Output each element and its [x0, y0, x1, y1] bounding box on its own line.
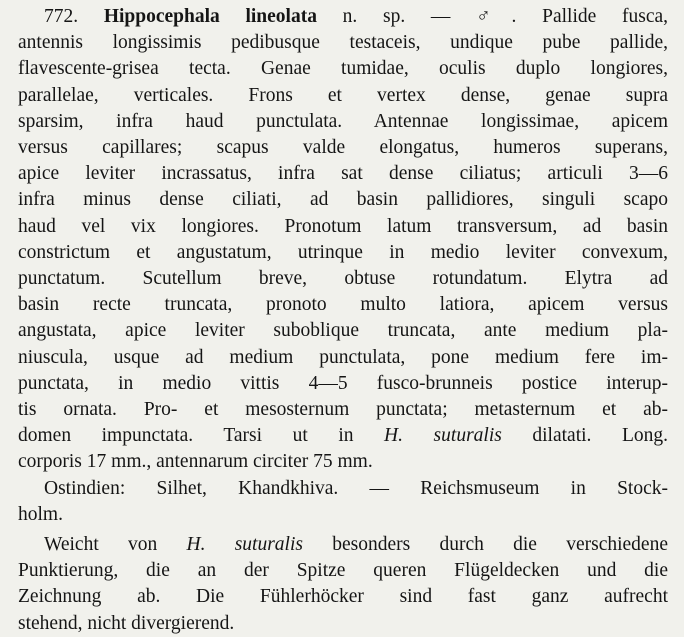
- description-line: angustata, apice leviter suboblique truncata, ante medium pla-: [18, 320, 668, 342]
- remark-line: [18, 584, 668, 610]
- locality-line: holm.: [18, 503, 63, 525]
- locality-line: Ostindien: Silhet, Khandkhiva. — Reichsmuseum in Stock-: [44, 477, 668, 499]
- description-line: sparsim, infra haud punctulata. Antennae longissimae, apicem: [18, 110, 668, 132]
- description-text: dilatati. Long.: [501, 425, 668, 447]
- description-line: apice leviter incrassatus, infra sat dense ciliatus; articuli 3—6: [18, 163, 668, 185]
- remark-text: besonders durch die verschiedene: [302, 534, 668, 555]
- species-name: Hippocephala lineolata: [103, 6, 317, 27]
- description-text: domen impunctata. Tarsi ut in: [18, 425, 385, 447]
- description-line: haud vel vix longiores. Pronotum latum transversum, ad basin: [18, 215, 668, 237]
- description-line: parallelae, verticales. Frons et vertex dense, genae supra: [18, 84, 668, 106]
- entry-number: 772.: [44, 6, 79, 27]
- species-status: n. sp. — ♂. Pallide fusca,: [342, 6, 668, 27]
- remark-text: Zeichnung ab. Die Fühlerhöcker sind fast ganz aufrecht: [18, 586, 668, 608]
- remark-line: [18, 611, 668, 637]
- description-line: antennis longissimis pedibusque testaceis, undique pube pallide,: [18, 32, 668, 54]
- description-line: punctata, in medio vittis 4—5 fusco-brunneis postice interup-: [18, 372, 668, 394]
- description-line: versus capillares; scapus valde elongatus, humeros superans,: [18, 137, 668, 158]
- remark-text: Punktierung, die an der Spitze queren Flügeldecken und die: [18, 560, 668, 582]
- species-reference: H. suturalis: [186, 534, 303, 555]
- description-line: infra minus dense ciliati, ad basin pallidiores, singuli scapo: [18, 189, 668, 211]
- description-line: niuscula, usque ad medium punctulata, pone medium fere im-: [18, 346, 668, 368]
- remark-text: stehend, nicht divergierend.: [18, 612, 235, 634]
- species-reference: H. suturalis: [384, 425, 502, 447]
- description-line: punctatum. Scutellum breve, obtuse rotundatum. Elytra ad: [18, 268, 668, 289]
- description-line: tis ornata. Pro- et mesosternum punctata; metasternum et ab-: [18, 399, 668, 420]
- description-line: constrictum et angustatum, utrinque in medio leviter convexum,: [18, 241, 668, 263]
- description-line: basin recte truncata, pronoto multo latiora, apicem versus: [18, 294, 668, 316]
- remark-text: Weicht von: [44, 534, 187, 555]
- description-line: corporis 17 mm., antennarum circiter 75 mm.: [18, 451, 373, 473]
- description-line: flavescente-grisea tecta. Genae tumidae, oculis duplo longiores,: [18, 58, 668, 80]
